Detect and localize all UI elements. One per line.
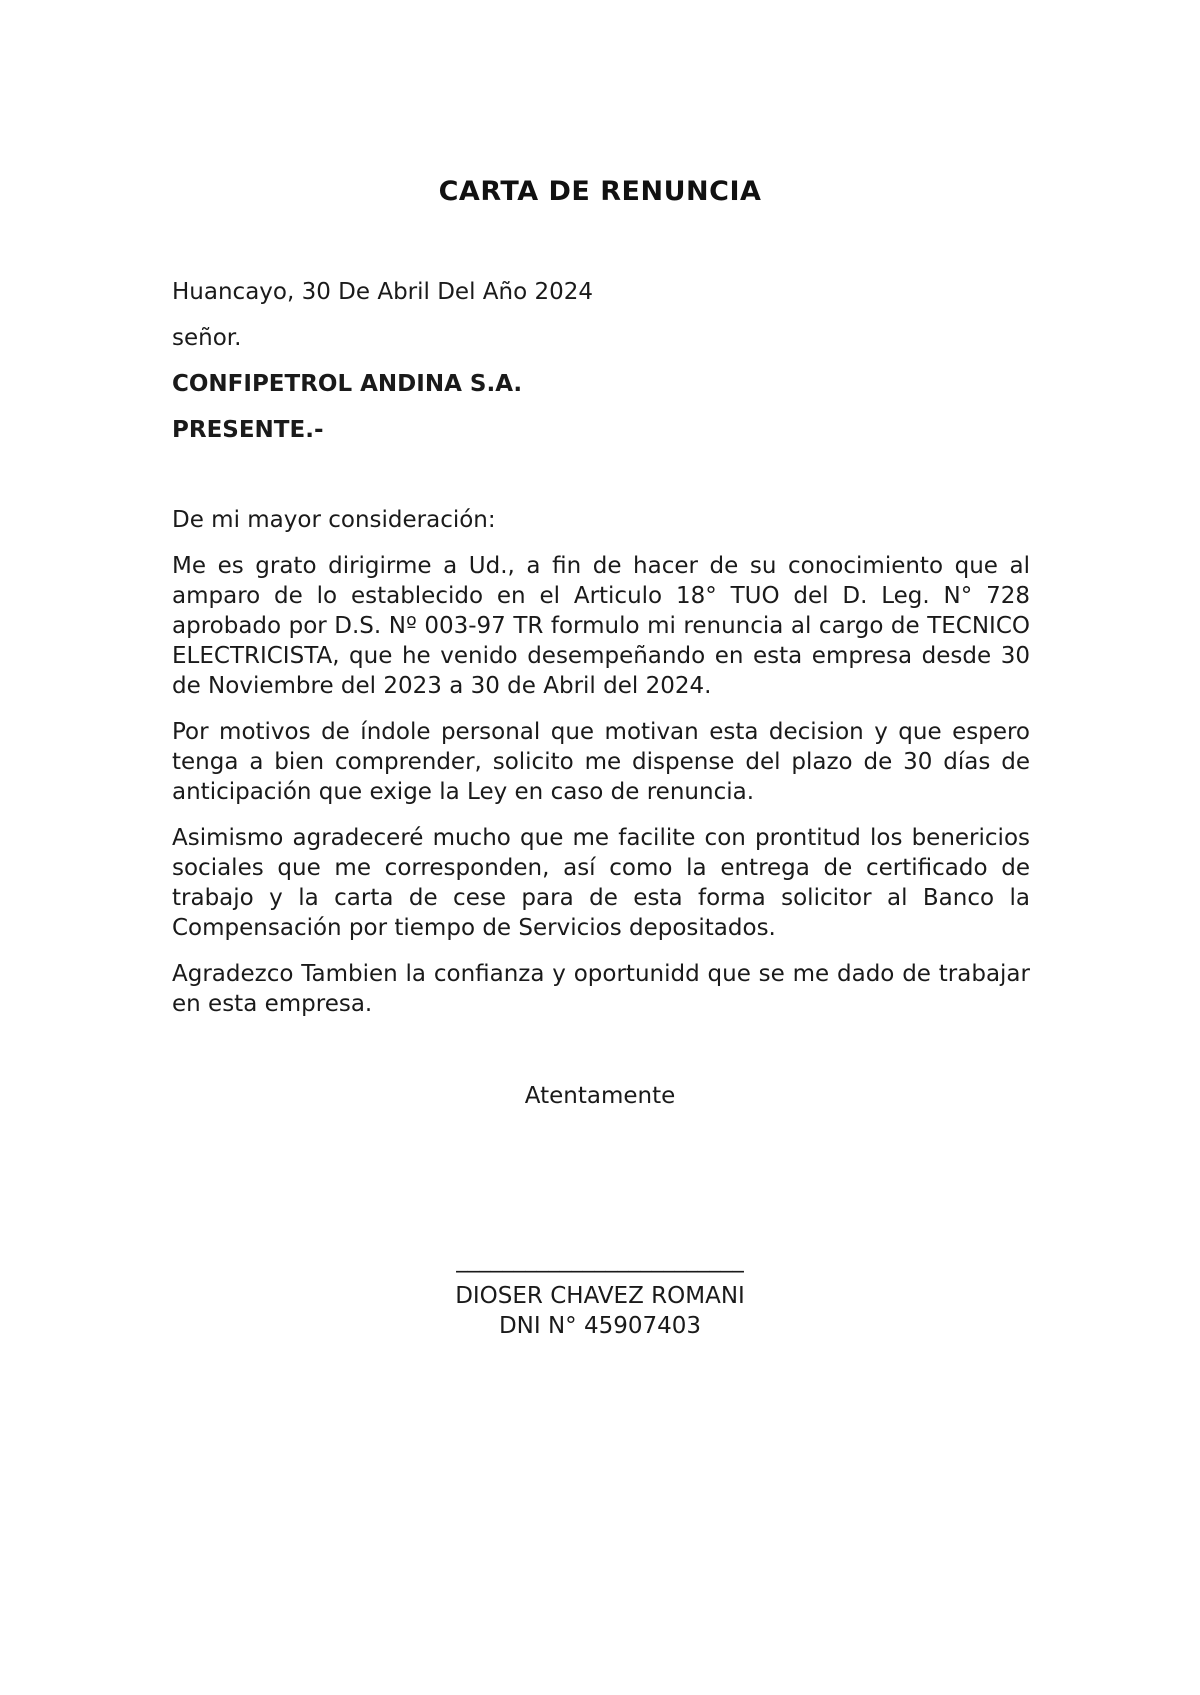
signature-line: _________________________	[456, 1247, 744, 1273]
signer-name: DIOSER CHAVEZ ROMANI	[455, 1283, 745, 1309]
signer-id: DNI N° 45907403	[498, 1313, 702, 1339]
body-paragraph-4: Agradezco Tambien la confianza y oportunidd que se me dado de trabajar en esta empresa.	[172, 961, 1030, 1017]
recipient-company: CONFIPETROL ANDINA S.A.	[172, 371, 523, 397]
body-paragraph-2: Por motivos de índole personal que motivan esta decision y que espero tenga a bien comprender, solicito me dispense del plazo de 30 días de anticipación que exige la Ley en caso de renuncia.	[172, 719, 1030, 805]
presente-line: PRESENTE.-	[172, 417, 324, 443]
greeting: De mi mayor consideración:	[172, 507, 496, 533]
body-paragraph-1: Me es grato dirigirme a Ud., a fin de hacer de su conocimiento que al amparo de lo establecido en el Articulo 18° TUO del D. Leg. N° 728 aprobado por D.S. Nº 003-97 TR formulo mi renuncia al cargo de TECNICO ELECTRICISTA, que he venido desempeñando en esta empresa desde 30 de Noviembre del 2023 a 30 de Abril del 2024.	[172, 553, 1030, 699]
document-title: CARTA DE RENUNCIA	[438, 176, 762, 207]
body-paragraph-3: Asimismo agradeceré mucho que me facilite con prontitud los benericios sociales que me corresponden, así como la entrega de certificado de trabajo y la carta de cese para de esta forma solicitor al Banco la Compensación por tiempo de Servicios depositados.	[172, 825, 1030, 941]
date-line: Huancayo, 30 De Abril Del Año 2024	[172, 279, 594, 305]
salutation: señor.	[172, 325, 242, 351]
closing: Atentamente	[524, 1083, 676, 1109]
